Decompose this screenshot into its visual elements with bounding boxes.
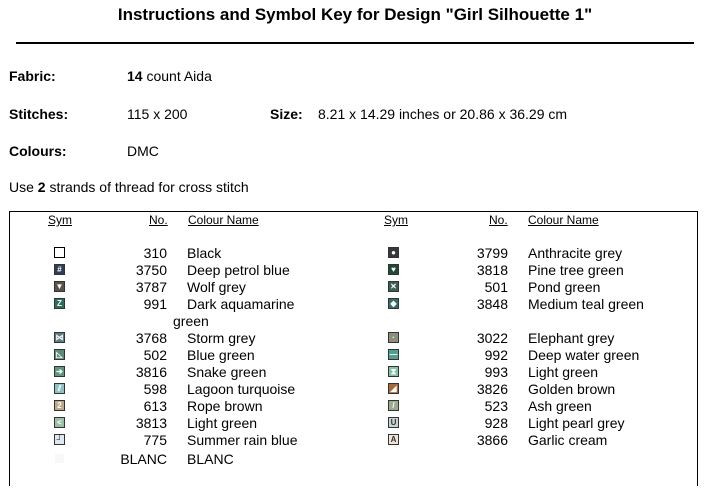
colour-name-left-10: Summer rain blue [187, 432, 298, 448]
colour-name-left-5: Blue green [187, 347, 255, 363]
thread-strands: 2 [37, 179, 46, 195]
symbol-swatch-left-4: ⋈ [55, 333, 64, 342]
colour-number-right-9: 928 [484, 415, 508, 431]
header-no-left: No. [149, 213, 168, 227]
header-name-right: Colour Name [528, 213, 599, 227]
fabric-count: 14 [127, 68, 143, 84]
colour-name-right-8: Ash green [528, 398, 592, 414]
symbol-swatch-right-3: ◆ [388, 298, 399, 309]
colour-number-right-2: 501 [484, 279, 508, 295]
colour-number-left-11: BLANC [120, 451, 167, 467]
symbol-swatch-left-8: 2 [54, 400, 65, 411]
symbol-swatch-right-2: ✕ [388, 281, 399, 292]
colour-name-left-4: Storm grey [187, 330, 256, 346]
symbol-swatch-left-3: Z [54, 298, 65, 309]
colour-name-left-0: Black [187, 245, 222, 261]
colour-number-right-0: 3799 [476, 245, 508, 261]
symbol-swatch-right-9: U [388, 417, 399, 428]
header-name-left: Colour Name [188, 213, 259, 227]
symbol-swatch-right-7: ◢ [388, 383, 399, 394]
colour-number-right-1: 3818 [476, 262, 508, 278]
fabric-value [127, 68, 212, 84]
colour-name-left-8: Rope brown [187, 398, 263, 414]
symbol-swatch-left-1: # [54, 264, 65, 275]
colour-name-left-2: Wolf grey [187, 279, 246, 295]
colour-number-left-10: 775 [143, 432, 167, 448]
colour-number-left-9: 3813 [135, 415, 167, 431]
colour-number-left-5: 502 [143, 347, 167, 363]
stitches-label: Stitches: [9, 106, 69, 122]
colour-number-left-1: 3750 [135, 262, 167, 278]
colour-name-left-6: Snake green [187, 364, 267, 380]
colour-name-right-7: Golden brown [528, 381, 616, 397]
colour-name-left-7: Lagoon turquoise [187, 381, 296, 397]
colour-name-right-0: Anthracite grey [528, 245, 623, 261]
symbol-swatch-left-7: ⫽ [54, 383, 65, 394]
colour-name-right-10: Garlic cream [528, 432, 608, 448]
colour-number-left-8: 613 [143, 398, 167, 414]
thread-suffix: strands of thread for cross stitch [45, 179, 249, 195]
colour-name-cont-left-3: green [173, 313, 209, 329]
colour-number-right-4: 3022 [476, 330, 508, 346]
symbol-swatch-right-1: ♥ [388, 264, 399, 275]
page-title: Instructions and Symbol Key for Design "Girl Silhouette 1" [117, 5, 593, 24]
colour-number-right-10: 3866 [476, 432, 508, 448]
colour-number-left-7: 598 [143, 381, 167, 397]
colour-name-right-6: Light green [528, 364, 599, 380]
colour-name-left-1: Deep petrol blue [187, 262, 290, 278]
symbol-swatch-left-2: ▼ [55, 282, 64, 291]
symbol-swatch-left-10: ┘ [54, 434, 65, 445]
size-label: Size: [270, 106, 303, 122]
colour-number-right-8: 523 [484, 398, 508, 414]
stitches-value: 115 x 200 [127, 106, 188, 122]
colour-number-right-5: 992 [484, 347, 508, 363]
colour-name-right-3: Medium teal green [528, 296, 644, 312]
colour-name-right-2: Pond green [528, 279, 601, 295]
symbol-swatch-right-6: ⧗ [388, 366, 399, 377]
symbol-swatch-right-0: ● [388, 247, 399, 258]
thread-prefix: Use [9, 179, 38, 195]
colour-number-left-0: 310 [143, 245, 167, 261]
colour-name-right-1: Pine tree green [528, 262, 624, 278]
symbol-swatch-left-11 [54, 453, 65, 464]
thread-instruction [9, 179, 249, 195]
colour-number-left-4: 3768 [135, 330, 167, 346]
header-sym-left: Sym [48, 213, 72, 227]
colour-number-right-7: 3826 [476, 381, 508, 397]
colour-number-left-3: 991 [143, 296, 167, 312]
colour-name-left-3: Dark aquamarine [187, 296, 295, 312]
colour-name-left-11: BLANC [187, 451, 234, 467]
colour-name-left-9: Light green [187, 415, 258, 431]
colour-number-right-3: 3848 [476, 296, 508, 312]
colour-name-right-5: Deep water green [528, 347, 640, 363]
symbol-swatch-left-6: ➔ [54, 366, 65, 377]
colour-name-right-4: Elephant grey [528, 330, 615, 346]
fabric-label: Fabric: [9, 68, 56, 84]
title-divider [16, 42, 694, 44]
colour-name-right-9: Light pearl grey [528, 415, 625, 431]
symbol-swatch-right-4: · [388, 332, 399, 343]
colours-value: DMC [127, 143, 159, 159]
colours-label: Colours: [9, 143, 67, 159]
symbol-swatch-left-0 [54, 247, 65, 258]
symbol-swatch-left-9: < [54, 417, 65, 428]
fabric-type: count Aida [142, 68, 212, 84]
colour-number-left-2: 3787 [135, 279, 167, 295]
colour-number-right-6: 993 [484, 364, 508, 380]
symbol-swatch-left-5: ◺ [54, 349, 65, 360]
colour-number-left-6: 3816 [135, 364, 167, 380]
symbol-swatch-right-8: / [388, 400, 399, 411]
symbol-swatch-right-10: A [388, 434, 399, 445]
header-no-right: No. [489, 213, 508, 227]
size-value: 8.21 x 14.29 inches or 20.86 x 36.29 cm [318, 106, 568, 122]
symbol-swatch-right-5: — [389, 350, 398, 359]
header-sym-right: Sym [384, 213, 408, 227]
